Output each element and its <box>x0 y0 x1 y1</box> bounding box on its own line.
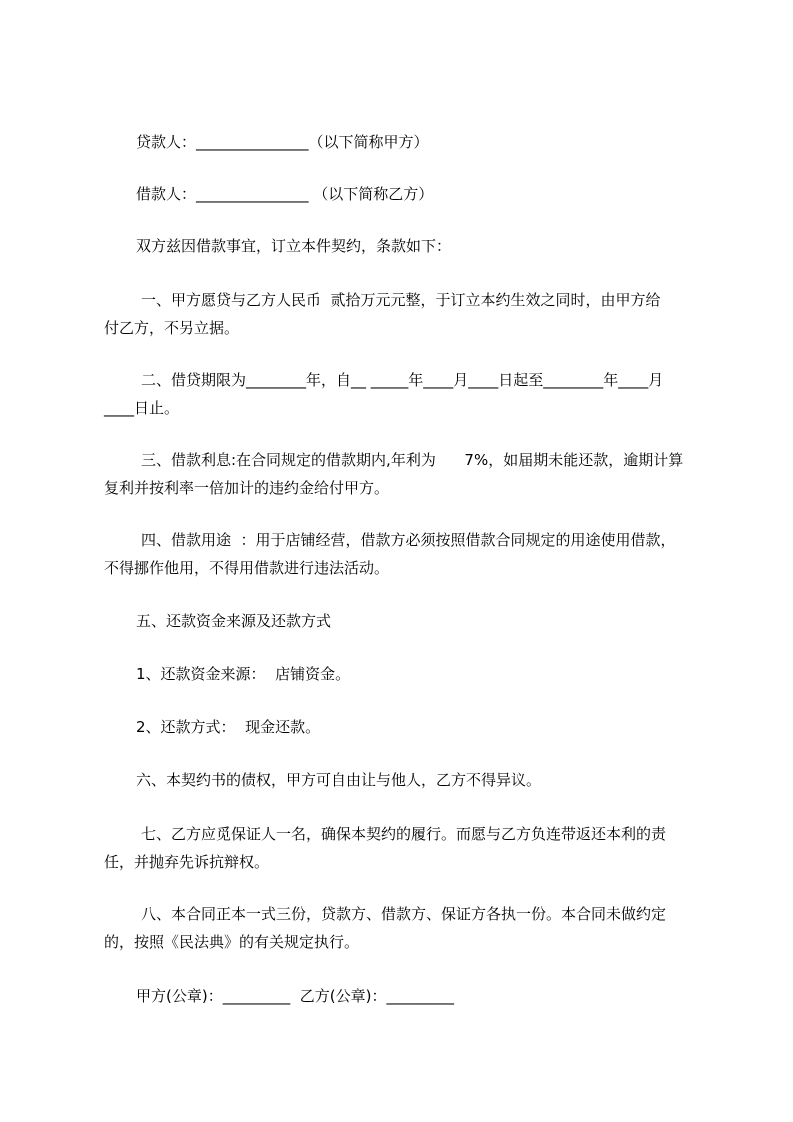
clause-3-line-2: 复利并按利率一倍加计的违约金给付甲方。 <box>104 479 390 497</box>
clause-4-line-2: 不得挪作他用，不得用借款进行违法活动。 <box>104 559 390 577</box>
clause-8-line-2: 的，按照《民法典》的有关规定执行。 <box>104 933 360 951</box>
clause-5-item-2: 2、还款方式： 现金还款。 <box>136 718 321 736</box>
lender-line: 贷款人：_______________（以下简称甲方） <box>136 133 429 151</box>
clause-8-line-1: 八、本合同正本一式三份，贷款方、借款方、保证方各执一份。本合同未做约定 <box>141 905 667 923</box>
clause-2-line-2: ____日止。 <box>104 399 180 417</box>
signature-line: 甲方(公章)：_________ 乙方(公章)：_________ <box>136 987 454 1005</box>
clause-7-line-1: 七、乙方应觅保证人一名，确保本契约的履行。而愿与乙方负连带返还本利的责 <box>141 825 667 843</box>
clause-7-line-2: 任，并抛弃先诉抗辩权。 <box>104 853 270 871</box>
intro-line: 双方兹因借款事宜，订立本件契约，条款如下： <box>136 237 452 255</box>
clause-6-line: 六、本契约书的债权，甲方可自由让与他人，乙方不得异议。 <box>136 771 542 789</box>
clause-1-line-2: 付乙方，不另立据。 <box>104 319 240 337</box>
clause-4-line-1: 四、借款用途 ：用于店铺经营，借款方必须按照借款合同规定的用途使用借款， <box>141 531 676 549</box>
clause-2-line-1: 二、借贷期限为________年，自__ _____年____月____日起至________年____月 <box>141 371 664 389</box>
clause-3-line-1: 三、借款利息:在合同规定的借款期内,年利为 7%，如届期未能还款，逾期计算 <box>141 451 684 469</box>
clause-5-title: 五、还款资金来源及还款方式 <box>136 612 332 630</box>
clause-5-item-1: 1、还款资金来源： 店铺资金。 <box>136 665 351 683</box>
clause-1-line-1: 一、甲方愿贷与乙方人民币 贰拾万元元整，于订立本约生效之同时，由甲方给 <box>141 291 661 309</box>
borrower-line: 借款人：_______________ （以下简称乙方） <box>136 185 434 203</box>
